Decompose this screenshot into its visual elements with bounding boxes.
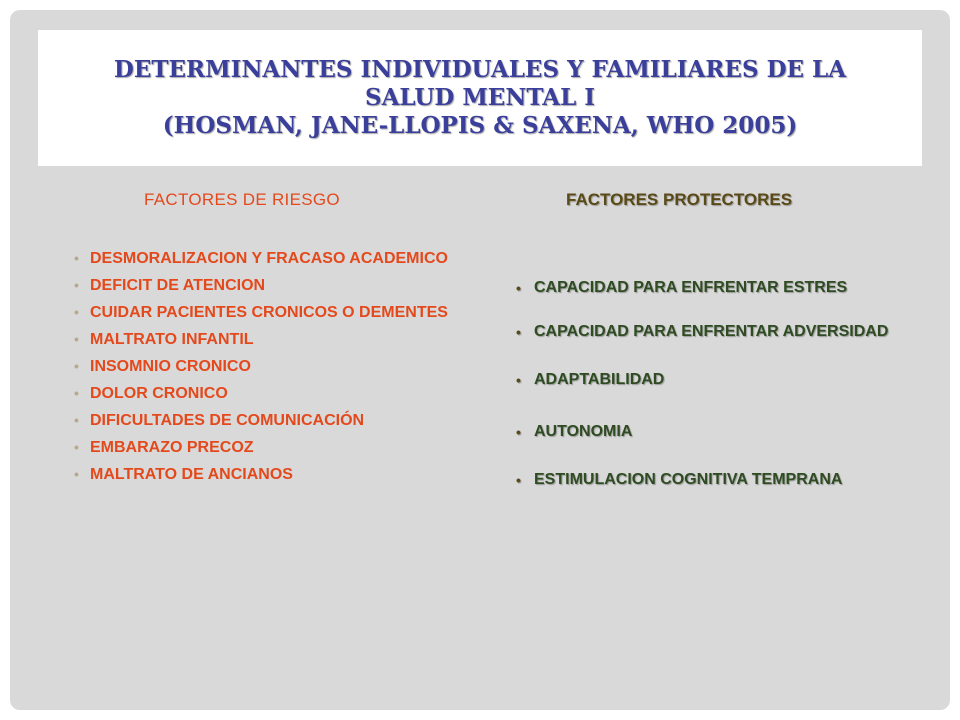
title-box [38,30,922,166]
risk-item-label: INSOMNIO CRONICO [90,358,251,375]
bullet-icon: • [74,304,79,320]
bullet-icon: • [74,331,79,347]
title-line-3: (HOSMAN, JANE-LLOPIS & SAXENA, WHO 2005) [162,112,798,139]
risk-factors-heading: FACTORES DE RIESGO [144,190,340,209]
bullet-icon: • [516,372,521,388]
risk-item [74,383,458,404]
bullet-icon: • [74,277,79,293]
risk-item [74,302,458,323]
bullet-icon: • [516,280,521,296]
risk-item-label: DIFICULTADES DE COMUNICACIÓN [90,412,365,429]
protect-item [516,408,902,456]
protect-item [516,268,902,308]
risk-item-label: EMBARAZO PRECOZ [90,439,254,456]
bullet-icon: • [74,358,79,374]
risk-item [74,356,458,377]
bullet-icon: • [74,250,79,266]
protect-item [516,312,902,352]
protective-factors-heading: FACTORES PROTECTORES [566,190,793,209]
bullet-icon: • [516,424,521,440]
protect-item-label: ADAPTABILIDAD [534,371,665,388]
bullet-icon: • [74,466,79,482]
risk-item [74,248,458,269]
bullet-icon: • [74,439,79,455]
protect-item-label: AUTONOMIA [534,423,633,440]
risk-item [74,410,458,431]
protect-item-label: CAPACIDAD PARA ENFRENTAR ADVERSIDAD [534,323,889,340]
protect-item [516,356,902,404]
risk-item-label: DESMORALIZACION Y FRACASO ACADEMICO [90,250,448,267]
bullet-icon: • [516,472,521,488]
risk-item-label: MALTRATO INFANTIL [90,331,254,348]
risk-item-label: DOLOR CRONICO [90,385,228,402]
risk-item [74,464,458,485]
bullet-icon: • [74,385,79,401]
risk-item-label: CUIDAR PACIENTES CRONICOS O DEMENTES [90,304,448,321]
protect-item-label: ESTIMULACION COGNITIVA TEMPRANA [534,471,843,488]
risk-item-label: MALTRATO DE ANCIANOS [90,466,293,483]
risk-item [74,275,458,296]
protect-item [516,460,902,500]
risk-item [74,329,458,350]
title-line-1: DETERMINANTES INDIVIDUALES Y FAMILIARES DE LA [113,56,847,83]
risk-item [74,437,458,458]
risk-item-label: DEFICIT DE ATENCION [90,277,266,294]
bullet-icon: • [74,412,79,428]
slide [10,10,950,710]
title-line-2: SALUD MENTAL I [364,84,596,111]
protective-factors-list [516,268,902,504]
slide-title [114,56,846,140]
bullet-icon: • [516,324,521,340]
protect-item-label: CAPACIDAD PARA ENFRENTAR ESTRES [534,279,848,296]
risk-factors-list [74,248,458,491]
